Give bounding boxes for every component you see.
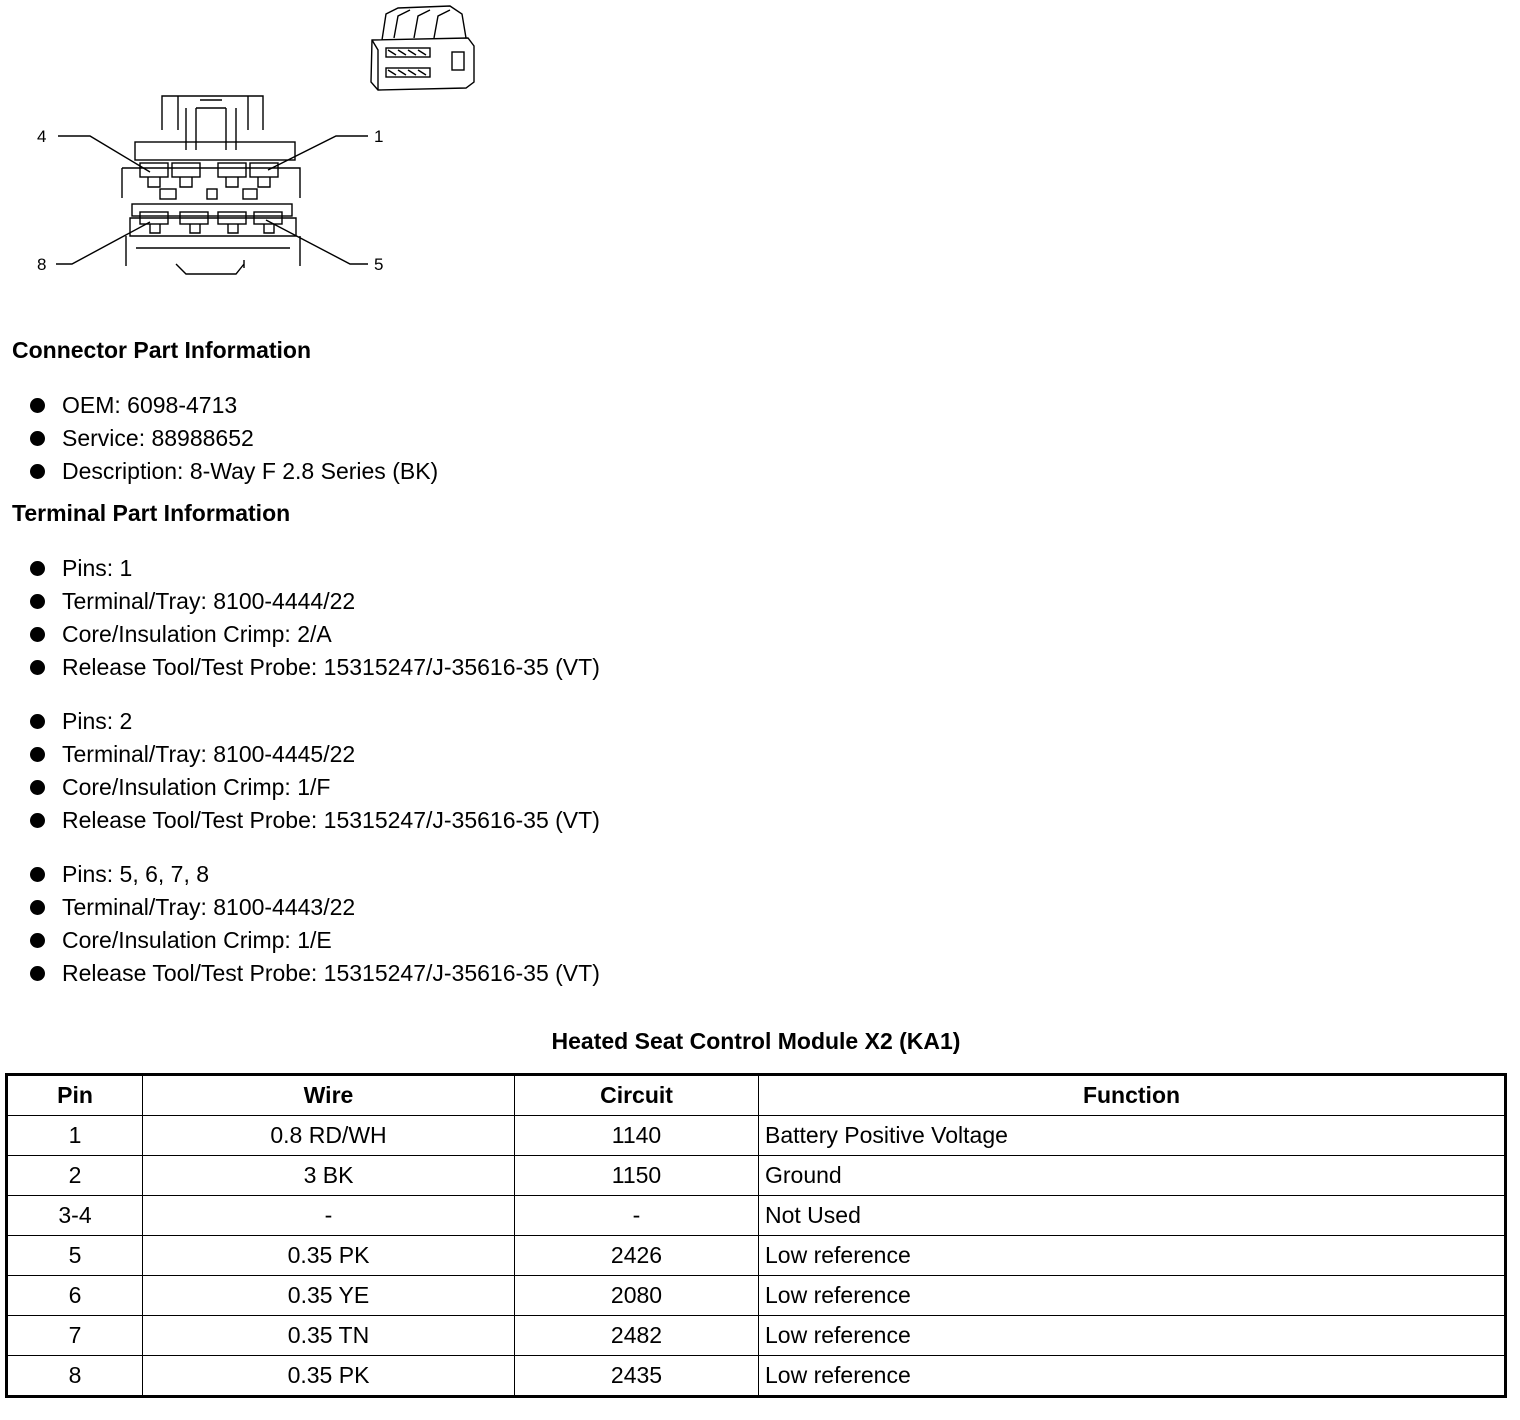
pin-label-1: 1 [374, 127, 384, 146]
list-item: Pins: 2 [28, 705, 600, 738]
wire-cell: 0.35 TN [143, 1316, 515, 1356]
terminal-group-3 [28, 858, 600, 990]
connector-heading: Connector Part Information [12, 337, 312, 363]
list-item: Terminal/Tray: 8100-4444/22 [28, 585, 600, 618]
pin-cell: 6 [7, 1276, 143, 1316]
table-row [7, 1116, 1506, 1156]
function-cell: Battery Positive Voltage [759, 1116, 1506, 1156]
circuit-cell: 2482 [515, 1316, 759, 1356]
terminal-group-1 [28, 552, 600, 684]
list-item: Description: 8-Way F 2.8 Series (BK) [28, 455, 438, 488]
connector-thumbnail [371, 6, 474, 90]
function-cell: Low reference [759, 1316, 1506, 1356]
pin-cell: 8 [7, 1356, 143, 1397]
wire-cell: 0.35 PK [143, 1356, 515, 1397]
pin-cell: 7 [7, 1316, 143, 1356]
function-cell: Ground [759, 1156, 1506, 1196]
list-item: Core/Insulation Crimp: 2/A [28, 618, 600, 651]
wire-cell: - [143, 1196, 515, 1236]
table-row [7, 1236, 1506, 1276]
circuit-cell: 1150 [515, 1156, 759, 1196]
wire-cell: 0.35 YE [143, 1276, 515, 1316]
pin-cell: 1 [7, 1116, 143, 1156]
column-header-pin: Pin [7, 1075, 143, 1116]
circuit-cell: - [515, 1196, 759, 1236]
list-item: Release Tool/Test Probe: 15315247/J-35616-35 (VT) [28, 804, 600, 837]
pin-cell: 5 [7, 1236, 143, 1276]
pin-cell: 3-4 [7, 1196, 143, 1236]
list-item: Pins: 5, 6, 7, 8 [28, 858, 600, 891]
wire-cell: 0.8 RD/WH [143, 1116, 515, 1156]
function-cell: Low reference [759, 1356, 1506, 1397]
table-row [7, 1356, 1506, 1397]
list-item: Terminal/Tray: 8100-4445/22 [28, 738, 600, 771]
list-item: Core/Insulation Crimp: 1/E [28, 924, 600, 957]
connector-info-list [28, 389, 438, 488]
function-cell: Low reference [759, 1236, 1506, 1276]
circuit-cell: 1140 [515, 1116, 759, 1156]
terminal-group-2 [28, 705, 600, 837]
pin-table [5, 1073, 1507, 1398]
column-header-wire: Wire [143, 1075, 515, 1116]
circuit-cell: 2426 [515, 1236, 759, 1276]
function-cell: Low reference [759, 1276, 1506, 1316]
pin-cell: 2 [7, 1156, 143, 1196]
list-item: Release Tool/Test Probe: 15315247/J-35616-35 (VT) [28, 957, 600, 990]
circuit-cell: 2435 [515, 1356, 759, 1397]
circuit-cell: 2080 [515, 1276, 759, 1316]
function-cell: Not Used [759, 1196, 1506, 1236]
list-item: Terminal/Tray: 8100-4443/22 [28, 891, 600, 924]
pin-label-8: 8 [37, 255, 47, 274]
pin-label-4: 4 [37, 127, 47, 146]
table-row [7, 1316, 1506, 1356]
pin-label-5: 5 [374, 255, 384, 274]
list-item: Pins: 1 [28, 552, 600, 585]
column-header-function: Function [759, 1075, 1506, 1116]
table-row [7, 1196, 1506, 1236]
terminal-heading: Terminal Part Information [12, 500, 291, 526]
connector-face [56, 96, 368, 274]
list-item: OEM: 6098-4713 [28, 389, 438, 422]
table-row [7, 1156, 1506, 1196]
connector-diagram [0, 0, 520, 300]
list-item: Service: 88988652 [28, 422, 438, 455]
list-item: Core/Insulation Crimp: 1/F [28, 771, 600, 804]
table-header-row [7, 1075, 1506, 1116]
table-title: Heated Seat Control Module X2 (KA1) [551, 1028, 961, 1054]
column-header-circuit: Circuit [515, 1075, 759, 1116]
list-item: Release Tool/Test Probe: 15315247/J-35616-35 (VT) [28, 651, 600, 684]
table-row [7, 1276, 1506, 1316]
wire-cell: 0.35 PK [143, 1236, 515, 1276]
wire-cell: 3 BK [143, 1156, 515, 1196]
